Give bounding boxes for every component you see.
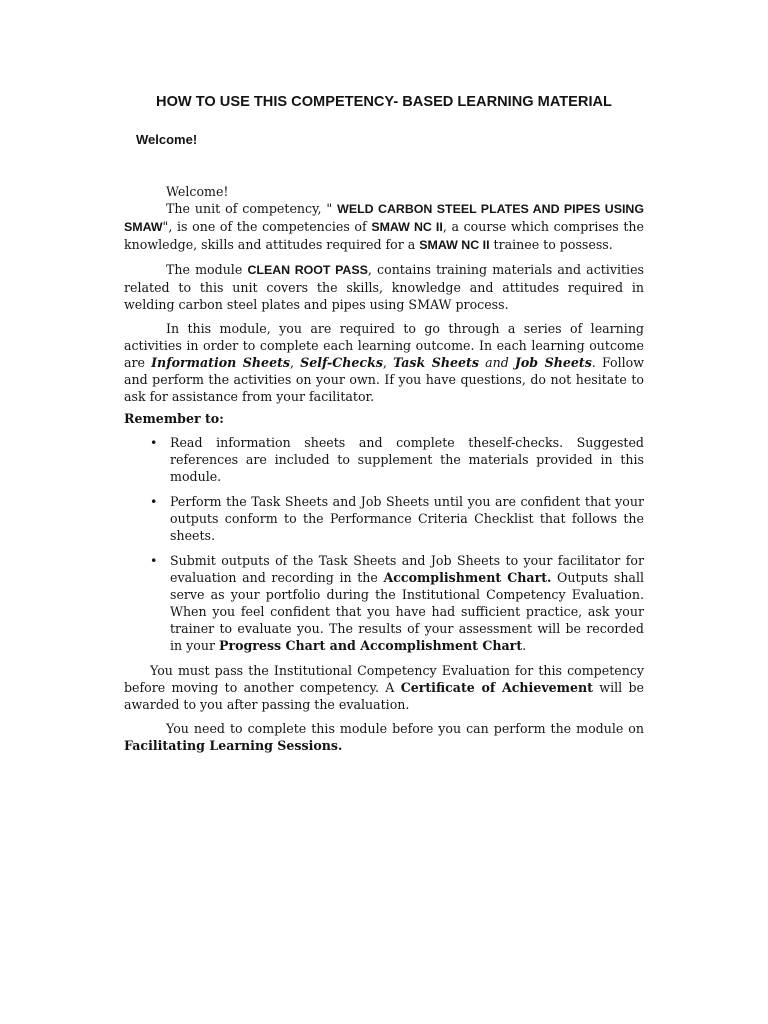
welcome-text: Welcome!	[166, 184, 229, 199]
text-run: and	[478, 355, 515, 370]
text-run: ,	[290, 355, 301, 370]
text-run: The module	[166, 262, 248, 277]
text-run: You need to complete this module before you can perform the module on	[166, 721, 644, 736]
text-run: In this module, you are required to go through a series of learning activities in order to complete each learning outcome. In each learning outcome are	[124, 321, 644, 370]
remember-list	[124, 434, 644, 654]
accomplishment-chart-term: Accomplishment Chart.	[383, 570, 552, 585]
page-title: HOW TO USE THIS COMPETENCY- BASED LEARNING MATERIAL	[156, 94, 612, 110]
certificate-term: Certificate of Achievement	[400, 680, 593, 695]
list-item-text: Read information sheets and complete theself-checks. Suggested references are included to supplement the materials provided in this module.	[170, 435, 644, 484]
text-run: .	[522, 638, 527, 653]
text-run: Outputs shall serve as your portfolio during the Institutional Competency Evaluation. When you feel confident that you have had sufficient practice, ask your trainer to evaluate you. The results of your assessment will be recorded in your	[170, 570, 645, 653]
list-item-text: Perform the Task Sheets and Job Sheets until you are confident that your outputs conform to the Performance Criteria Checklist that follows the sheets.	[170, 494, 644, 543]
facilitating-sessions-term: Facilitating Learning Sessions.	[124, 738, 343, 753]
remember-heading: Remember to:	[124, 411, 224, 426]
text-run: ", is one of the competencies of	[162, 219, 372, 234]
bullet-icon: •	[150, 435, 158, 450]
text-run: , a course which comprises the knowledge, skills and attitudes required for a	[124, 219, 644, 252]
paragraph-complete-module	[124, 720, 644, 754]
text-run: You must pass the Institutional Competency Evaluation for this competency before moving to another competency. A	[124, 663, 644, 695]
paragraph-evaluation	[124, 662, 644, 713]
module-name: CLEAN ROOT PASS	[247, 263, 368, 277]
list-item	[124, 552, 644, 654]
bullet-icon: •	[150, 553, 158, 568]
document-body	[124, 183, 644, 754]
text-run: , contains training materials and activities related to this unit covers the skills, knowledge and attitudes required in welding carbon steel plates and pipes using SMAW process.	[124, 262, 644, 312]
qualification-name: SMAW NC II	[419, 238, 490, 252]
information-sheets-term: Information Sheets	[151, 355, 290, 370]
list-item	[124, 493, 644, 544]
welcome-heading: Welcome!	[136, 132, 198, 147]
self-checks-term: Self-Checks	[300, 355, 383, 370]
text-run: The unit of competency, "	[166, 201, 338, 216]
paragraph-module	[124, 261, 644, 313]
bullet-icon: •	[150, 494, 158, 509]
text-run: will be awarded to you after passing the evaluation.	[124, 680, 644, 712]
text-run: ,	[382, 355, 394, 370]
qualification-name: SMAW NC II	[371, 220, 443, 234]
task-sheets-term: Task Sheets	[393, 355, 479, 370]
text-run: . Follow and perform the activities on your own. If you have questions, do not hesitate to ask for assistance from your facilitator.	[124, 355, 644, 404]
unit-name: WELD CARBON STEEL PLATES AND PIPES USING SMAW	[124, 202, 644, 234]
job-sheets-term: Job Sheets	[514, 355, 592, 370]
text-run: trainee to possess.	[489, 237, 613, 252]
progress-chart-term: Progress Chart and Accomplishment Chart	[218, 638, 523, 653]
text-run: Submit outputs of the Task Sheets and Job Sheets to your facilitator for evaluation and recording in the	[170, 553, 644, 585]
list-item	[124, 434, 644, 485]
paragraph-unit-of-competency	[124, 200, 644, 254]
paragraph-learning-activities	[124, 320, 644, 405]
